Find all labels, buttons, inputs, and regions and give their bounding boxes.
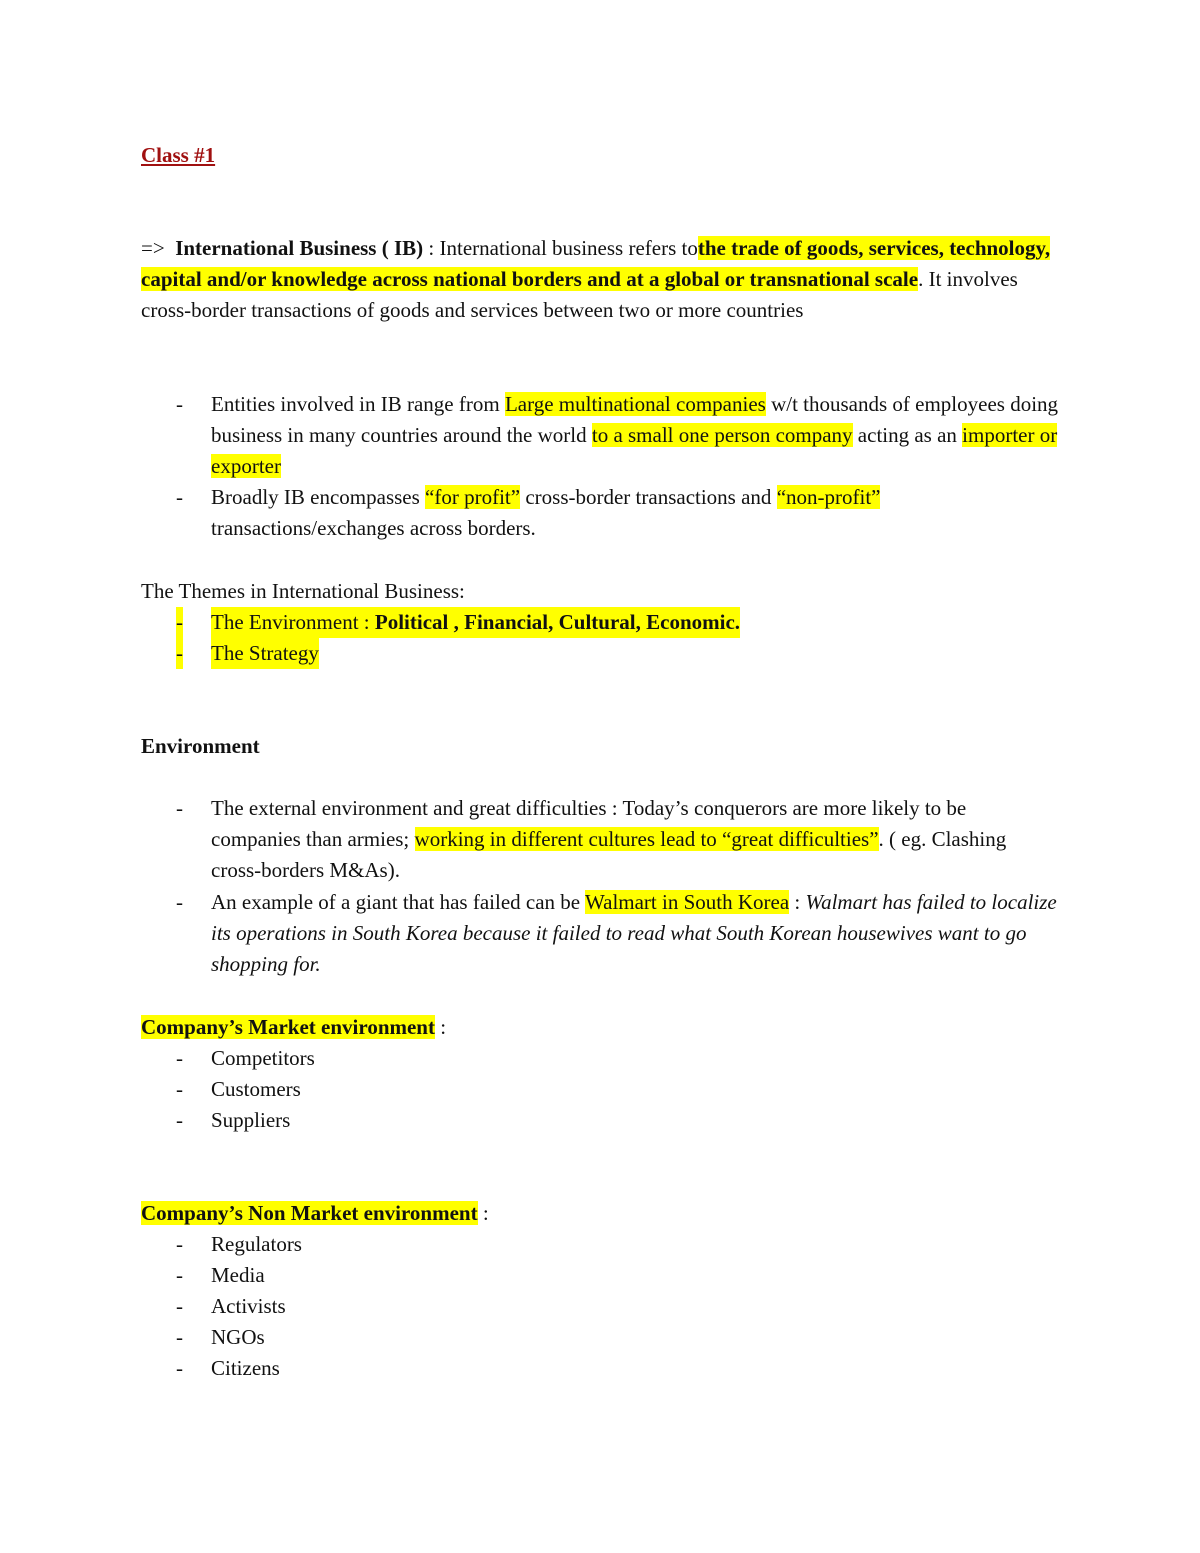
bullet-dash: - xyxy=(176,607,183,638)
highlight: Walmart in South Korea xyxy=(584,890,790,914)
themes-heading: The Themes in International Business: xyxy=(141,579,465,603)
highlight: “non-profit” xyxy=(776,485,881,509)
class-title: Class #1 xyxy=(141,143,216,167)
nonmarket-environment-heading: Company’s Non Market environment : xyxy=(141,1201,489,1225)
intro-sep: : International business refers to xyxy=(423,236,698,260)
intro-term: International Business ( IB) xyxy=(175,236,424,260)
intro-paragraph xyxy=(141,233,1061,326)
arrow-glyph: => xyxy=(141,236,165,260)
market-environment-heading: Company’s Market environment : xyxy=(141,1015,447,1039)
bullet-dash: - xyxy=(176,638,183,669)
document-page: Class #1 => International Business ( IB) : International business refers tothe trade of goods, services, technology, capital and/or knowledge across national borders and at a global or transnational scale. It involves cross-border transactions of goods and services between two or more countries - Entities involved in IB range from Large multinational companies w/t thousands of employees doing business in many countries around the world to a small one person company acting as an importer or exporter - Broadly IB encompasses “for profit” cross-border transactions and “non-profit” transactions/exchanges across borders. The Themes in International Business: - The Environment : Political , Financial, Cultural, Economic. - The Strategy Environment - The external environment and great difficulties : Today’s conquerors are more likely to be companies than armies; working in different cultures lead to “great difficulties”. ( eg. Clashing cross-borders M&As). - An example of a giant that has failed can be Walmart in South Korea : Walmart has failed to localize its operations in South Korea because it failed to read what South Korean housewives want to go shopping for. Company’s Market environment : - Competitors - Customers - Suppliers Company’s Non Market environment : - Regulators - Media - Activists - NGOs - Citizens xyxy=(0,0,1200,1553)
intro-definition: the trade of goods, services, technology, capital and/or knowledge across national borders and at a global or transnational scale xyxy=(141,236,1051,291)
highlight: to a small one person company xyxy=(591,423,853,447)
highlight: importer or exporter xyxy=(211,423,1058,478)
intro-rest: . It involves cross-border transactions of goods and services between two or more countries xyxy=(141,267,1018,322)
highlight: working in different cultures lead to “great difficulties” xyxy=(414,827,879,851)
highlight: “for profit” xyxy=(425,485,521,509)
bullet-dash: - xyxy=(176,392,183,416)
bullet-dash: - xyxy=(176,890,183,914)
environment-heading: Environment xyxy=(141,734,260,758)
highlight: Large multinational companies xyxy=(504,392,766,416)
bullet-dash: - xyxy=(176,485,183,509)
bullet-dash: - xyxy=(176,796,183,820)
